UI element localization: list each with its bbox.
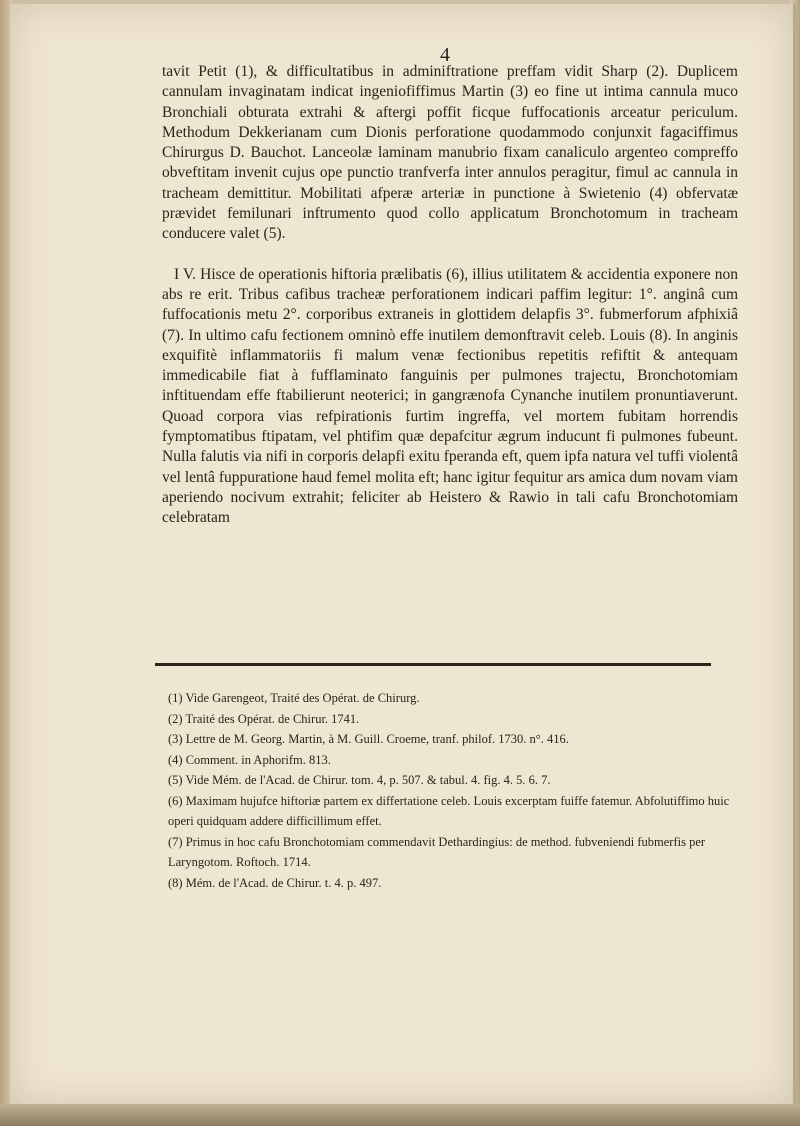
footnote-5: (5) Vide Mém. de l'Acad. de Chirur. tom. 4, p. 507. & tabul. 4. fig. 4. 5. 6. 7. bbox=[168, 773, 551, 787]
footnotes bbox=[160, 688, 740, 893]
footnote-8: (8) Mém. de l'Acad. de Chirur. t. 4. p. 497. bbox=[168, 875, 382, 890]
footnote-separator-rule bbox=[155, 663, 711, 666]
footnote-3: (3) Lettre de M. Georg. Martin, à M. Guill. Croeme, tranf. philof. 1730. n°. 416. bbox=[168, 732, 569, 746]
paragraph-1: tavit Petit (1), & difficultatibus in adminiftratione preffam vidit Sharp (2). Duplicem cannulam invaginatam indicat ingeniofiffimus Martin (3) eo fine ut intima cannula muco Bronchiali obturata extrahi & aftergi poffit ficque fuffocationis arceatur periculum. Methodum Dekkerianam cum Dionis perforatione quodammodo conjunxit fagaciffimus Chirurgus D. Bauchot. Lanceolæ laminam manubrio fixam canaliculo argenteo compreffo obveftitam invenit cujus ope punctio tranfverfa inter annulos peragitur, fimul ac cannula in tracheam demittitur. Mobilitati afperæ arteriæ in punctione à Swietenio (4) obfervatæ prævidet femilunari inftrumento quod collo applicatum Bronchotomum in tracheam conducere valet (5). bbox=[162, 63, 738, 243]
page-bottom-edge bbox=[0, 1104, 800, 1126]
main-text bbox=[162, 62, 738, 529]
page-number: 4 bbox=[440, 44, 450, 66]
footnote-1: (1) Vide Garengeot, Traité des Opérat. de Chirurg. bbox=[168, 691, 420, 705]
footnote-7: (7) Primus in hoc cafu Bronchotomiam commendavit Dethardingius: de method. fubveniendi fubmerfis per Laryngotom. Roftoch. 1714. bbox=[168, 834, 706, 869]
footnote-2: (2) Traité des Opérat. de Chirur. 1741. bbox=[168, 711, 360, 726]
footnote-4: (4) Comment. in Aphorifm. 813. bbox=[168, 752, 331, 767]
paragraph-2: I V. Hisce de operationis hiftoria prælibatis (6), illius utilitatem & accidentia exponere non abs re erit. Tribus cafibus tracheæ perforationem indicari paffim legitur: 1°. anginâ cum fuffocationis metu 2°. corporibus extraneis in glottidem delapfis 3°. fubmerforum afphixiâ (7). In ultimo cafu fectionem omninò effe inutilem demonftravit celeb. Louis (8). In anginis exquifitè inflammatoriis fi malum venæ fectionibus repetitis refiftit & antequam immedicabile fiat à fufflaminato fanguinis per pulmones trajectu, Bronchotomiam inftituendam effe ftabilierunt neoterici; in gangrænofa Cynanche inutilem pronuntiaverunt. Quoad corpora vias refpirationis furtim ingreffa, vel mortem fubitam horrendis fymptomatibus ftipatam, vel phtifim quæ depafcitur ægrum inducunt fi pulmones fubeunt. Nulla falutis via nifi in corporis delapfi exitu fperanda eft, quem ipfa natura vel tuffi violentâ vel lentâ fuppuratione haud femel molita eft; hanc igitur fequitur ars amica dum novam viam aperiendo nocivum extrahit; feliciter ab Heistero & Rawio in tali cafu Bronchotomiam celebratam bbox=[162, 265, 738, 527]
footnote-6: (6) Maximam hujufce hiftoriæ partem ex differtatione celeb. Louis excerptam fuiffe fatemur. Abfolutiffimo huic operi quidquam addere difficillimum effet. bbox=[168, 793, 730, 828]
